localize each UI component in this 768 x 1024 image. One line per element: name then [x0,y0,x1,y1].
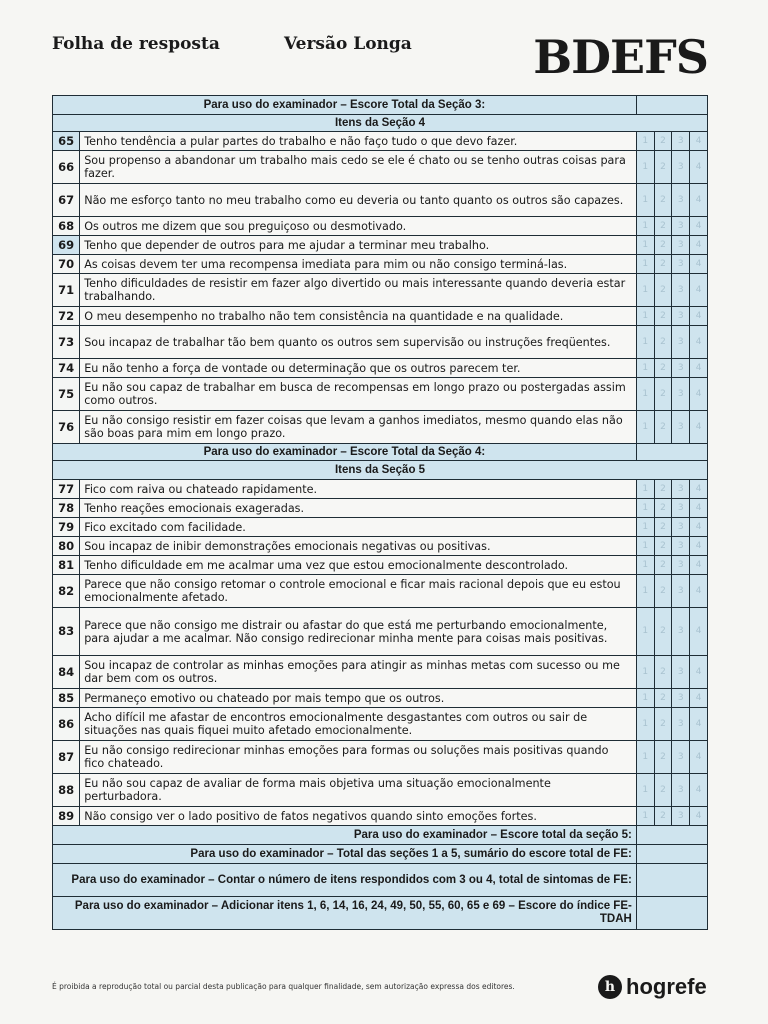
score-option-4[interactable]: 4 [690,499,708,518]
section-header-row [53,115,708,132]
item-text: Sou incapaz de trabalhar tão bem quanto os outros sem supervisão ou instruções freqüentes. [80,326,637,359]
examiner-score-row [53,444,708,461]
item-number: 68 [53,217,80,236]
item-row-71 [53,274,708,307]
score-option-2[interactable]: 2 [654,608,672,656]
score-option-4[interactable]: 4 [690,217,708,236]
item-number: 89 [53,807,80,826]
examiner-score-row [53,864,708,897]
score-option-3[interactable]: 3 [672,326,690,359]
examiner-score-label: Para uso do examinador – Adicionar itens 1, 6, 14, 16, 24, 49, 50, 55, 60, 65 e 69 – Escore do índice FE-TDAH [53,897,637,930]
score-option-4[interactable]: 4 [690,274,708,307]
item-text: Parece que não consigo me distrair ou afastar do que está me perturbando emocionalmente, para ajudar a me acalmar. Não consigo redirecionar minha mente para coisas mais positivas. [80,608,637,656]
score-option-2[interactable]: 2 [654,499,672,518]
score-option-1[interactable]: 1 [636,656,654,689]
examiner-score-box[interactable] [636,864,707,897]
publisher-logo [598,972,707,1002]
score-option-2[interactable]: 2 [654,556,672,575]
section-title: Itens da Seção 4 [53,115,708,132]
score-option-4[interactable]: 4 [690,411,708,444]
score-option-4[interactable]: 4 [690,151,708,184]
score-option-3[interactable]: 3 [672,217,690,236]
score-option-4[interactable]: 4 [690,774,708,807]
score-option-2[interactable]: 2 [654,307,672,326]
item-number: 70 [53,255,80,274]
score-option-3[interactable]: 3 [672,378,690,411]
item-text: Parece que não consigo retomar o controle emocional e ficar mais racional depois que eu estou emocionalmente afetado. [80,575,637,608]
item-row-66 [53,151,708,184]
score-option-4[interactable]: 4 [690,556,708,575]
score-option-2[interactable]: 2 [654,741,672,774]
item-number: 66 [53,151,80,184]
item-row-81 [53,556,708,575]
score-option-2[interactable]: 2 [654,537,672,556]
examiner-score-label: Para uso do examinador – Total das seções 1 a 5, sumário do escore total de FE: [53,845,637,864]
item-text: Eu não consigo redirecionar minhas emoções para formas ou soluções mais positivas quando fico chateado. [80,741,637,774]
score-option-3[interactable]: 3 [672,518,690,537]
score-option-2[interactable]: 2 [654,656,672,689]
score-option-4[interactable]: 4 [690,132,708,151]
item-row-79 [53,518,708,537]
score-option-2[interactable]: 2 [654,326,672,359]
score-option-1[interactable]: 1 [636,217,654,236]
item-text: Tenho dificuldade em me acalmar uma vez que estou emocionalmente descontrolado. [80,556,637,575]
item-row-82 [53,575,708,608]
score-option-3[interactable]: 3 [672,689,690,708]
item-number: 86 [53,708,80,741]
copyright-notice: É proibida a reprodução total ou parcial desta publicação para qualquer finalidade, sem autorização expressa dos editores. [52,982,515,991]
score-option-2[interactable]: 2 [654,151,672,184]
score-option-3[interactable]: 3 [672,774,690,807]
item-text: O meu desempenho no trabalho não tem consistência na quantidade e na qualidade. [80,307,637,326]
item-number: 74 [53,359,80,378]
score-option-2[interactable]: 2 [654,217,672,236]
score-option-1[interactable]: 1 [636,518,654,537]
item-number: 71 [53,274,80,307]
score-option-3[interactable]: 3 [672,807,690,826]
item-row-83 [53,608,708,656]
item-number: 67 [53,184,80,217]
score-option-4[interactable]: 4 [690,255,708,274]
score-option-3[interactable]: 3 [672,359,690,378]
score-option-4[interactable]: 4 [690,708,708,741]
score-option-4[interactable]: 4 [690,236,708,255]
score-option-3[interactable]: 3 [672,274,690,307]
section-title: Itens da Seção 5 [53,461,708,480]
item-text: Tenho dificuldades de resistir em fazer algo divertido ou mais interessante quando deveria estar trabalhando. [80,274,637,307]
score-option-3[interactable]: 3 [672,411,690,444]
score-option-1[interactable]: 1 [636,151,654,184]
item-row-76 [53,411,708,444]
item-row-72 [53,307,708,326]
examiner-score-box[interactable] [636,845,707,864]
item-text: Sou incapaz de inibir demonstrações emocionais negativas ou positivas. [80,537,637,556]
score-option-1[interactable]: 1 [636,184,654,217]
score-option-3[interactable]: 3 [672,151,690,184]
score-option-3[interactable]: 3 [672,537,690,556]
score-option-3[interactable]: 3 [672,575,690,608]
score-option-1[interactable]: 1 [636,708,654,741]
score-option-4[interactable]: 4 [690,741,708,774]
publisher-name: hogrefe [626,974,707,999]
score-option-2[interactable]: 2 [654,378,672,411]
score-option-2[interactable]: 2 [654,480,672,499]
item-text: Eu não sou capaz de trabalhar em busca de recompensas em longo prazo ou postergadas assim como outros. [80,378,637,411]
item-text: Eu não consigo resistir em fazer coisas que levam a ganhos imediatos, mesmo quando elas não são boas para mim em longo prazo. [80,411,637,444]
item-row-75 [53,378,708,411]
item-text: Permaneço emotivo ou chateado por mais tempo que os outros. [80,689,637,708]
score-option-1[interactable]: 1 [636,378,654,411]
item-number: 87 [53,741,80,774]
item-row-78 [53,499,708,518]
score-option-2[interactable]: 2 [654,807,672,826]
item-row-69 [53,236,708,255]
score-option-4[interactable]: 4 [690,518,708,537]
score-option-4[interactable]: 4 [690,480,708,499]
hogrefe-logo-icon: h [598,975,622,999]
score-option-2[interactable]: 2 [654,518,672,537]
score-option-1[interactable]: 1 [636,307,654,326]
score-option-1[interactable]: 1 [636,689,654,708]
item-text: Não consigo ver o lado positivo de fatos negativos quando sinto emoções fortes. [80,807,637,826]
score-option-1[interactable]: 1 [636,774,654,807]
score-option-4[interactable]: 4 [690,184,708,217]
score-option-1[interactable]: 1 [636,499,654,518]
item-number: 72 [53,307,80,326]
score-option-1[interactable]: 1 [636,480,654,499]
item-number: 75 [53,378,80,411]
item-number: 81 [53,556,80,575]
score-option-1[interactable]: 1 [636,807,654,826]
item-text: Fico com raiva ou chateado rapidamente. [80,480,637,499]
examiner-score-label: Para uso do examinador – Escore Total da Seção 3: [53,96,637,115]
score-option-1[interactable]: 1 [636,741,654,774]
examiner-score-label: Para uso do examinador – Escore total da seção 5: [53,826,637,845]
score-option-3[interactable]: 3 [672,741,690,774]
item-text: Acho difícil me afastar de encontros emocionalmente desgastantes com outros ou sair de situações nas quais fiquei muito afetado emocionalmente. [80,708,637,741]
item-row-85 [53,689,708,708]
examiner-score-row [53,845,708,864]
score-option-3[interactable]: 3 [672,499,690,518]
item-row-68 [53,217,708,236]
score-option-3[interactable]: 3 [672,184,690,217]
item-number: 65 [53,132,80,151]
item-text: Sou propenso a abandonar um trabalho mais cedo se ele é chato ou se tenho outras coisas para fazer. [80,151,637,184]
score-option-1[interactable]: 1 [636,274,654,307]
item-row-87 [53,741,708,774]
score-option-2[interactable]: 2 [654,359,672,378]
score-option-2[interactable]: 2 [654,132,672,151]
score-option-1[interactable]: 1 [636,537,654,556]
item-number: 79 [53,518,80,537]
item-row-65 [53,132,708,151]
item-row-84 [53,656,708,689]
item-number: 82 [53,575,80,608]
score-option-1[interactable]: 1 [636,326,654,359]
item-text: Não me esforço tanto no meu trabalho como eu deveria ou tanto quanto os outros são capazes. [80,184,637,217]
item-text: Tenho reações emocionais exageradas. [80,499,637,518]
item-text: Fico excitado com facilidade. [80,518,637,537]
score-option-4[interactable]: 4 [690,608,708,656]
examiner-score-label: Para uso do examinador – Escore Total da Seção 4: [53,444,637,461]
version-label: Versão Longa [284,34,412,54]
score-option-2[interactable]: 2 [654,708,672,741]
score-option-2[interactable]: 2 [654,184,672,217]
score-option-2[interactable]: 2 [654,689,672,708]
score-option-4[interactable]: 4 [690,378,708,411]
score-option-3[interactable]: 3 [672,132,690,151]
item-row-89 [53,807,708,826]
answer-sheet-table [52,95,708,930]
score-option-1[interactable]: 1 [636,411,654,444]
item-number: 88 [53,774,80,807]
score-option-3[interactable]: 3 [672,255,690,274]
item-number: 73 [53,326,80,359]
item-row-70 [53,255,708,274]
item-text: Eu não sou capaz de avaliar de forma mais objetiva uma situação emocionalmente perturbadora. [80,774,637,807]
item-number: 85 [53,689,80,708]
item-number: 76 [53,411,80,444]
score-option-1[interactable]: 1 [636,575,654,608]
score-option-1[interactable]: 1 [636,132,654,151]
score-option-4[interactable]: 4 [690,359,708,378]
examiner-score-row [53,897,708,930]
examiner-score-row [53,96,708,115]
score-option-3[interactable]: 3 [672,608,690,656]
item-text: Sou incapaz de controlar as minhas emoções para atingir as minhas metas com sucesso ou me dar bem com os outros. [80,656,637,689]
item-number: 69 [53,236,80,255]
examiner-score-box[interactable] [636,96,707,115]
sheet-title: Folha de resposta [52,34,220,54]
score-option-1[interactable]: 1 [636,255,654,274]
score-option-4[interactable]: 4 [690,307,708,326]
item-row-86 [53,708,708,741]
score-option-1[interactable]: 1 [636,236,654,255]
item-text: Tenho tendência a pular partes do trabalho e não faço tudo o que devo fazer. [80,132,637,151]
score-option-2[interactable]: 2 [654,255,672,274]
item-row-73 [53,326,708,359]
score-option-1[interactable]: 1 [636,359,654,378]
item-number: 78 [53,499,80,518]
score-option-2[interactable]: 2 [654,274,672,307]
score-option-2[interactable]: 2 [654,575,672,608]
item-row-67 [53,184,708,217]
score-option-3[interactable]: 3 [672,556,690,575]
item-text: Eu não tenho a força de vontade ou determinação que os outros parecem ter. [80,359,637,378]
item-number: 80 [53,537,80,556]
item-text: As coisas devem ter uma recompensa imediata para mim ou não consigo terminá-las. [80,255,637,274]
examiner-score-label: Para uso do examinador – Contar o número de itens respondidos com 3 ou 4, total de sintomas de FE: [53,864,637,897]
score-option-3[interactable]: 3 [672,307,690,326]
score-option-4[interactable]: 4 [690,807,708,826]
item-text: Os outros me dizem que sou preguiçoso ou desmotivado. [80,217,637,236]
item-row-74 [53,359,708,378]
score-option-1[interactable]: 1 [636,608,654,656]
examiner-score-box[interactable] [636,826,707,845]
score-option-3[interactable]: 3 [672,656,690,689]
section-header-row [53,461,708,480]
examiner-score-box[interactable] [636,444,707,461]
item-number: 84 [53,656,80,689]
item-number: 77 [53,480,80,499]
score-option-3[interactable]: 3 [672,236,690,255]
score-option-2[interactable]: 2 [654,236,672,255]
item-row-88 [53,774,708,807]
score-option-2[interactable]: 2 [654,411,672,444]
examiner-score-row [53,826,708,845]
score-option-4[interactable]: 4 [690,326,708,359]
score-option-4[interactable]: 4 [690,575,708,608]
item-row-80 [53,537,708,556]
score-option-3[interactable]: 3 [672,708,690,741]
score-option-4[interactable]: 4 [690,656,708,689]
score-option-1[interactable]: 1 [636,556,654,575]
score-option-4[interactable]: 4 [690,537,708,556]
examiner-score-box[interactable] [636,897,707,930]
item-row-77 [53,480,708,499]
score-option-4[interactable]: 4 [690,689,708,708]
item-text: Tenho que depender de outros para me ajudar a terminar meu trabalho. [80,236,637,255]
item-number: 83 [53,608,80,656]
page-header [52,30,712,90]
score-option-3[interactable]: 3 [672,480,690,499]
brand-title: BDEFS [533,30,708,84]
score-option-2[interactable]: 2 [654,774,672,807]
